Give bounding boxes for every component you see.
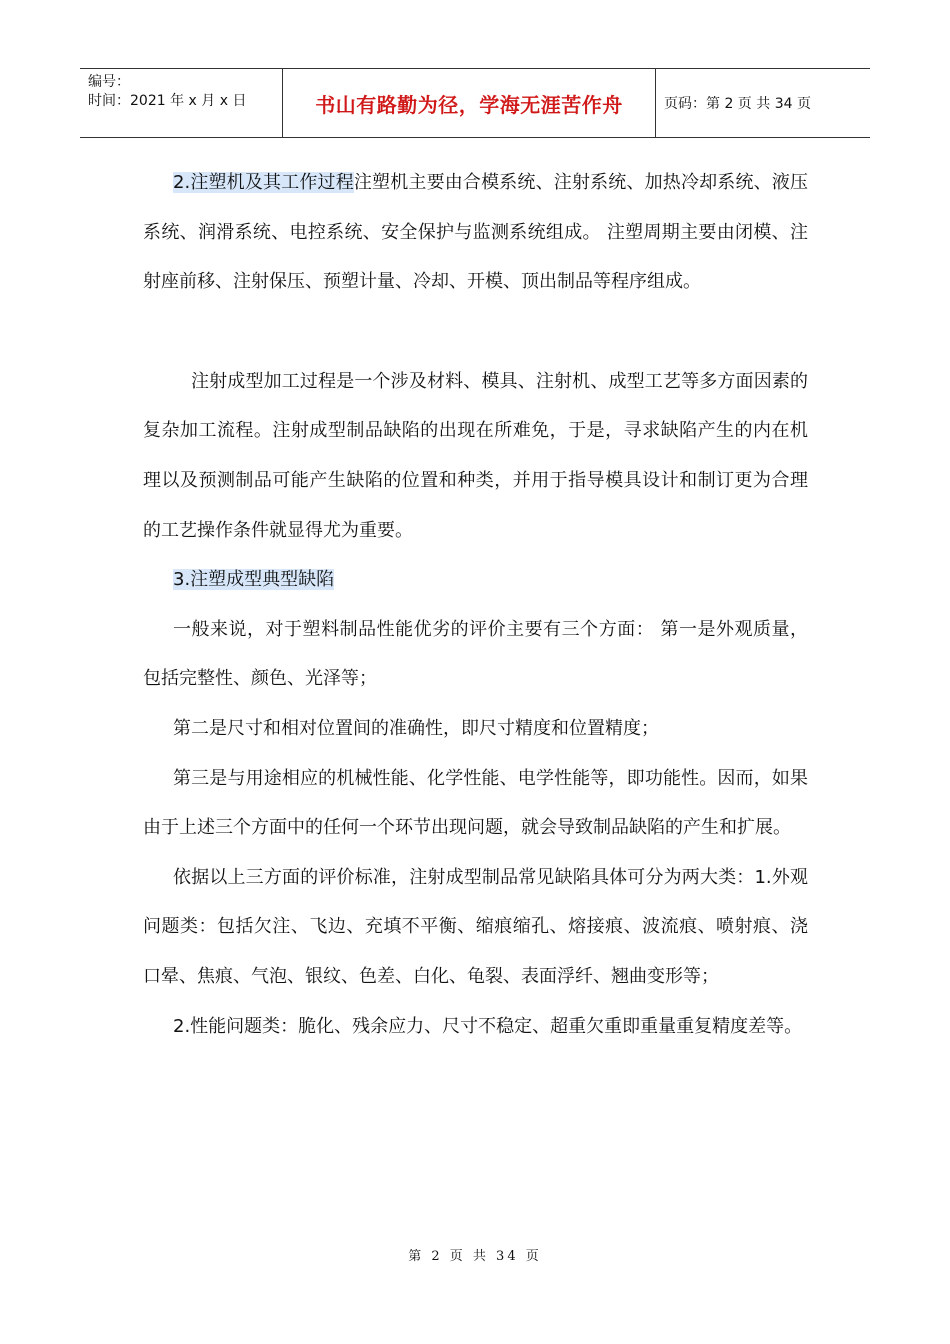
paragraph-process: 注射成型加工过程是一个涉及材料、模具、注射机、成型工艺等多方面因素的复杂加工流程。注射成型制品缺陷的出现在所难免，于是，寻求缺陷产生的内在机理以及预测制品可能产生缺陷的位置和种类，并用于指导模具设计和制订更为合理的工艺操作条件就显得尤为重要。 xyxy=(143,370,808,541)
paragraph-evaluation: 一般来说，对于塑料制品性能优劣的评价主要有三个方面： 第一是外观质量，包括完整性、颜色、光泽等； xyxy=(143,618,808,690)
header-table xyxy=(80,68,870,138)
document-date: 时间：2021 年 x 月 x 日 xyxy=(88,93,247,109)
paragraph-text: 注塑机主要由合模系统、注射系统、加热冷却系统、液压系统、润滑系统、电控系统、安全保护与监测系统组成。 注塑周期主要由闭模、注射座前移、注射保压、预塑计量、冷却、开模、顶出制品等程序组成。 xyxy=(143,172,808,293)
header-motto-cell xyxy=(283,69,656,137)
paragraph-accuracy: 第二是尺寸和相对位置间的准确性，即尺寸精度和位置精度； xyxy=(173,717,659,739)
document-body xyxy=(143,158,808,1051)
page-code: 页码：第 2 页 共 34 页 xyxy=(664,96,811,112)
section-heading-3-line xyxy=(143,555,808,605)
motto-text: 书山有路勤为径，学海无涯苦作舟 xyxy=(315,92,623,117)
spacer xyxy=(143,307,808,357)
header-page-cell xyxy=(656,69,870,137)
section-heading-2: 2.注塑机及其工作过程 xyxy=(173,172,354,193)
page-footer: 第 2 页 共 34 页 xyxy=(408,1249,542,1264)
paragraph-performance-issues: 2.性能问题类：脆化、残余应力、尺寸不稳定、超重欠重即重量重复精度差等。 xyxy=(173,1015,803,1037)
document-code-label: 编号： xyxy=(88,74,130,90)
header-meta-cell xyxy=(80,69,283,137)
paragraph-injection-machine xyxy=(143,158,808,307)
paragraph-function: 第三是与用途相应的机械性能、化学性能、电学性能等，即功能性。因而，如果由于上述三个方面中的任何一个环节出现问题，就会导致制品缺陷的产生和扩展。 xyxy=(143,767,808,839)
section-heading-3: 3.注塑成型典型缺陷 xyxy=(173,569,335,591)
paragraph-defect-classes: 依据以上三方面的评价标准，注射成型制品常见缺陷具体可分为两大类：1.外观问题类：包括欠注、飞边、充填不平衡、缩痕缩孔、熔接痕、波流痕、喷射痕、浇口晕、焦痕、气泡、银纹、色差、白化、龟裂、表面浮纤、翘曲变形等； xyxy=(143,866,808,987)
